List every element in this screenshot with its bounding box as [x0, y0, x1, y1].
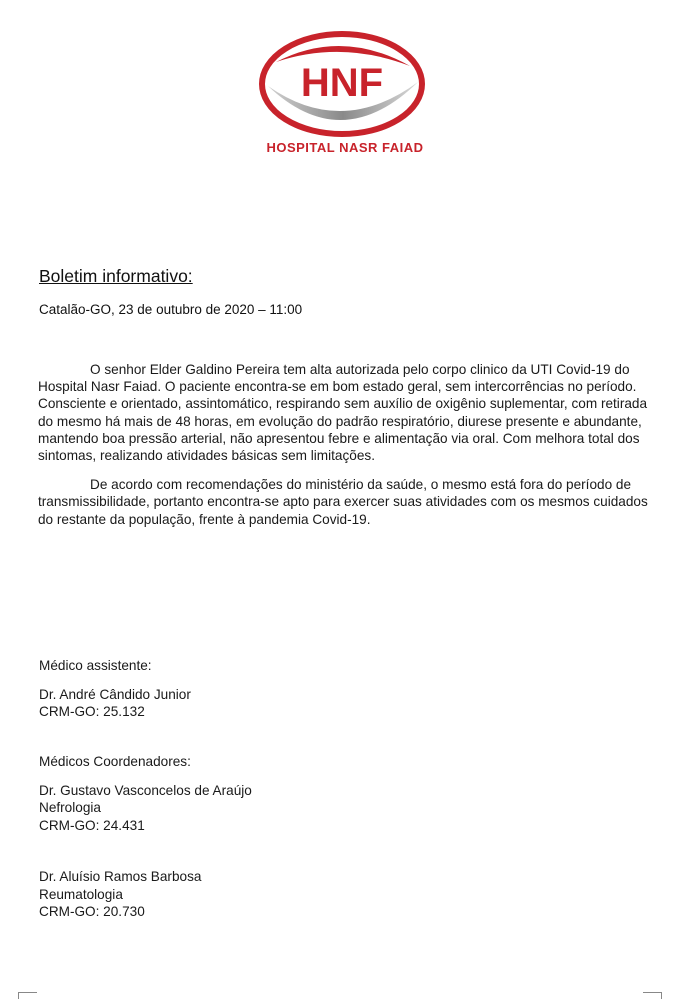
doctor-crm: CRM-GO: 25.132: [39, 704, 145, 719]
document-title: Boletim informativo:: [39, 266, 193, 286]
logo-text: HNF: [300, 61, 384, 105]
doctor-specialty: Reumatologia: [39, 886, 123, 902]
doctor-crm: CRM-GO: 24.431: [39, 817, 145, 833]
doctor-specialty: Nefrologia: [39, 800, 101, 815]
doctor-name: Dr. Aluísio Ramos Barbosa: [39, 869, 202, 884]
doctor-name: Dr. Gustavo Vasconcelos de Araújo: [39, 782, 252, 798]
paragraph: O senhor Elder Galdino Pereira tem alta autorizada pelo corpo clinico da UTI Covid-19 do Hospital Nasr Faiad. O paciente encontra-se em bom estado geral, sem intercorrências no período. Consciente e orientado, assintomático, respirando sem auxílio de oxigênio suplementar, com retirada do mesmo há mais de 48 horas, em evolução do padrão respiratório, diurese presente e abundante, mantendo boa pressão arterial, não apresentou febre e alimentação via oral. Com melhora total dos sintomas, realizando atividades básicas sem limitações.: [38, 362, 648, 464]
hospital-name: HOSPITAL NASR FAIAD: [266, 140, 424, 155]
doctor-crm: CRM-GO: 20.730: [39, 904, 145, 919]
page-corner-mark: [18, 992, 37, 999]
bulletin-body: [38, 361, 662, 540]
coordinators-label: Médicos Coordenadores:: [39, 754, 191, 769]
page-corner-mark: [643, 992, 662, 999]
attending-physician-block: [39, 657, 191, 721]
coordinators-block: [39, 753, 252, 834]
paragraph: De acordo com recomendações do ministério da saúde, o mesmo está fora do período de transmissibilidade, portanto encontra-se apto para exercer suas atividades com os mesmos cuidados do restante da população, frente à pandemia Covid-19.: [38, 477, 648, 527]
dateline: Catalão-GO, 23 de outubro de 2020 – 11:00: [39, 302, 303, 317]
hospital-logo: [258, 26, 426, 138]
doctor-name: Dr. André Cândido Junior: [39, 686, 191, 702]
attending-label: Médico assistente:: [39, 658, 152, 673]
coordinator-block: [39, 868, 201, 921]
